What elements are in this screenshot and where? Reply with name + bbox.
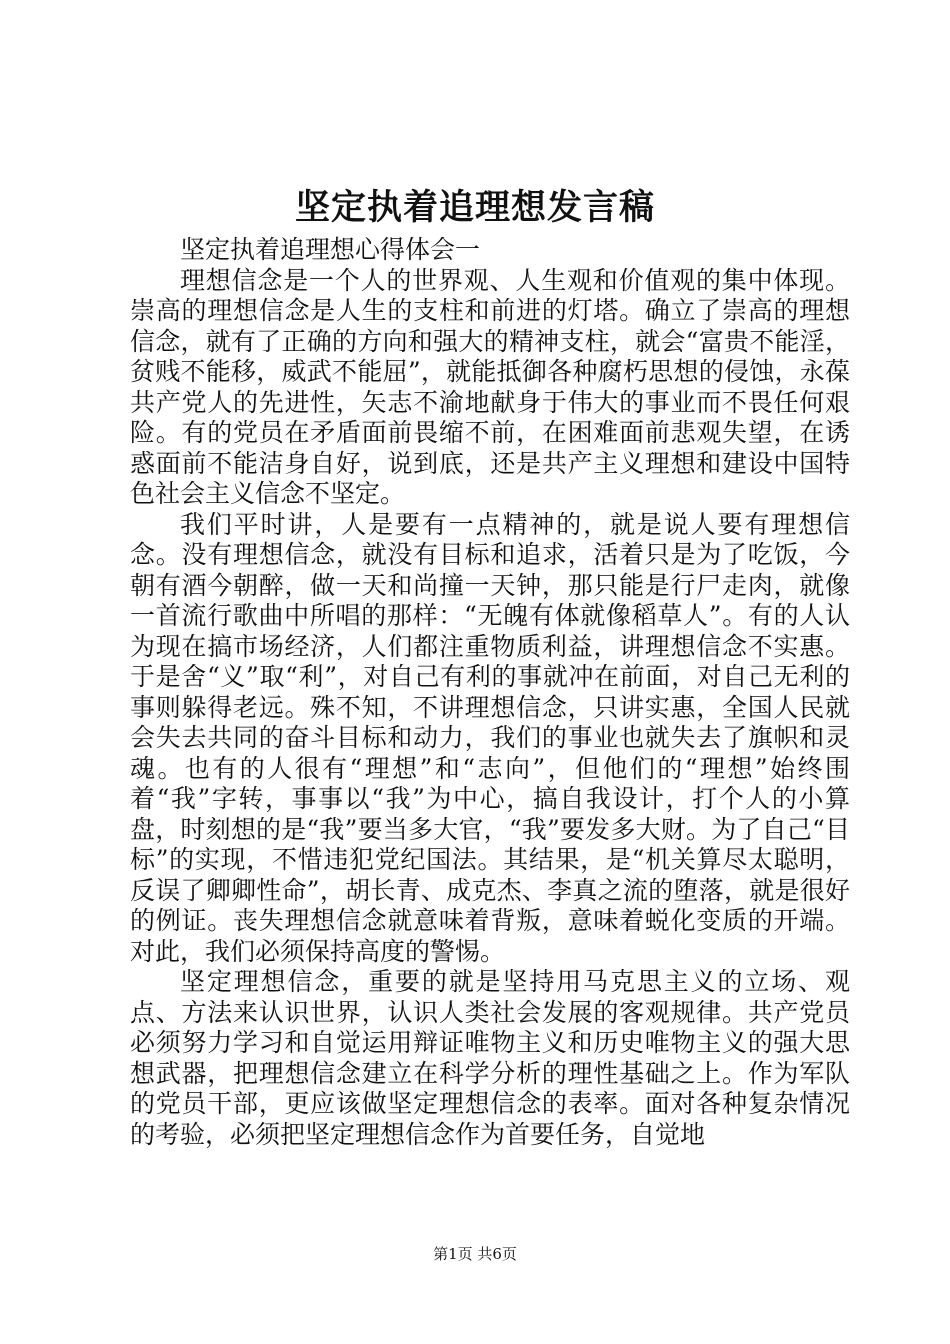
document-body: [130, 235, 850, 1150]
paragraph-subtitle: 坚定执着追理想心得体会一: [180, 235, 481, 264]
paragraph: 坚定理想信念，重要的就是坚持用马克思主义的立场、观点、方法来认识世界，认识人类社会发展的客观规律。共产党员必须努力学习和自觉运用辩证唯物主义和历史唯物主义的强大思想武器，把理想信念建立在科学分析的理性基础之上。作为军队的党员干部，更应该做坚定理想信念的表率。面对各种复杂情况的考验，必须把坚定理想信念作为首要任务，自觉地: [130, 967, 850, 1149]
paragraph: 我们平时讲，人是要有一点精神的，就是说人要有理想信念。没有理想信念，就没有目标和追求，活着只是为了吃饭，今朝有酒今朝醉，做一天和尚撞一天钟，那只能是行尸走肉，就像一首流行歌曲中所唱的那样：“无魄有体就像稻草人”。有的人认为现在搞市场经济，人们都注重物质利益，讲理想信念不实惠。于是舍“义”取“利”，对自己有利的事就冲在前面，对自己无利的事则躲得老远。殊不知，不讲理想信念，只讲实惠，全国人民就会失去共同的奋斗目标和动力，我们的事业也就失去了旗帜和灵魂。也有的人很有“理想”和“志向”，但他们的“理想”始终围着“我”字转，事事以“我”为中心，搞自我设计，打个人的小算盘，时刻想的是“我”要当多大官，“我”要发多大财。为了自己“目标”的实现，不惜违犯党纪国法。其结果，是“机关算尽太聪明，反误了卿卿性命”，胡长青、成克杰、李真之流的堕落，就是很好的例证。丧失理想信念就意味着背叛，意味着蜕化变质的开端。对此，我们必须保持高度的警惕。: [130, 509, 850, 966]
document-title: 坚定执着追理想发言稿: [294, 187, 655, 228]
paragraph: 理想信念是一个人的世界观、人生观和价值观的集中体现。崇高的理想信念是人生的支柱和前进的灯塔。确立了崇高的理想信念，就有了正确的方向和强大的精神支柱，就会“富贵不能淫，贫贱不能移，威武不能屈”，就能抵御各种腐朽思想的侵蚀，永葆共产党人的先进性，矢志不渝地献身于伟大的事业而不畏任何艰险。有的党员在矛盾面前畏缩不前，在困难面前悲观失望，在诱惑面前不能洁身自好，说到底，还是共产主义理想和建设中国特色社会主义信念不坚定。: [130, 265, 850, 508]
page-number-footer: 第1页 共6页: [433, 1245, 517, 1263]
